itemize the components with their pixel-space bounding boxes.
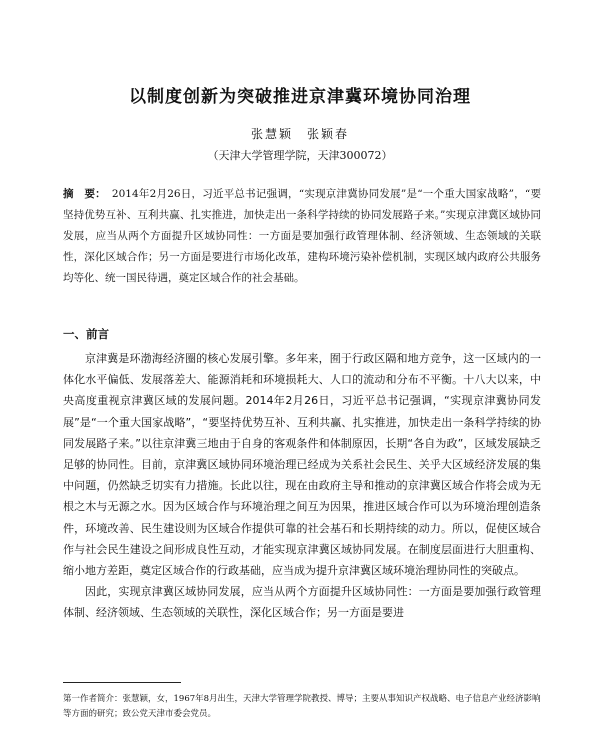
abstract-text: 2014年2月26日，习近平总书记强调，“实现京津冀协同发展”是“一个重大国家战略”，“要坚持优势互补、互利共赢、扎实推进，加快走出一条科学持续的协同发展路子来。”实现京津冀区域协同发展，应当从两个方面提升区域协同性：一方面是要加强行政管理体制、经济领域、生态领域的关联性，深化区域合作；另一方面是要进行市场化改革，建构环境污染补偿机制，实现区域内政府公共服务均等化、统一国民待遇，奠定区域合作的社会基础。 (63, 188, 541, 284)
footnote: 第一作者简介：张慧颖，女，1967年8月出生，天津大学管理学院教授、博导；主要从事知识产权战略、电子信息产业经济影响等方面的研究；致公党天津市委会党员。 (63, 694, 541, 719)
abstract (63, 184, 541, 289)
paragraph: 因此，实现京津冀区域协同发展，应当从两个方面提升区域协同性：一方面是要加强行政管理体制、经济领域、生态领域的关联性，深化区域合作；另一方面是要进 (63, 585, 541, 620)
author-affiliation: （天津大学管理学院，天津300072） (207, 149, 393, 162)
abstract-label: 摘 要： (63, 188, 106, 200)
paper-authors: 张慧颖 张颖春 (250, 127, 349, 141)
body-text (63, 348, 541, 624)
section-heading: 一、前言 (63, 327, 109, 341)
footnote-divider (63, 682, 181, 683)
paper-title: 以制度创新为突破推进京津冀环境协同治理 (129, 87, 471, 107)
paragraph: 京津冀是环渤海经济圈的核心发展引擎。多年来，囿于行政区隔和地方竞争，这一区域内的一体化水平偏低、发展落差大、能源消耗和环境损耗大、人口的流动和分布不平衡。十八大以来，中央高度重视京津冀区域的发展问题。2014年2月26日，习近平总书记强调，“实现京津冀协同发展”是“一个重大国家战略”，“要坚持优势互补、互利共赢、扎实推进，加快走出一条科学持续的协同发展路子来。”以往京津冀三地由于自身的客观条件和体制原因，长期“各自为政”，区域发展缺乏足够的协同性。目前，京津冀区域协同环境治理已经成为关系社会民生、关乎大区域经济发展的集中问题，仍然缺乏切实有力措施。长此以往，现在由政府主导和推动的京津冀区域合作将会成为无根之木与无源之水。因为区域合作与环境治理之间互为因果，推进区域合作可以为环境治理创造条件，环境改善、民生建设则为区域合作提供可靠的社会基石和长期持续的动力。所以，促使区域合作与社会民生建设之间形成良性互动，才能实现京津冀区域协同发展。在制度层面进行大胆重构、缩小地方差距，奠定区域合作的行政基础，应当成为提升京津冀区域环境治理协同性的突破点。 (63, 352, 541, 578)
